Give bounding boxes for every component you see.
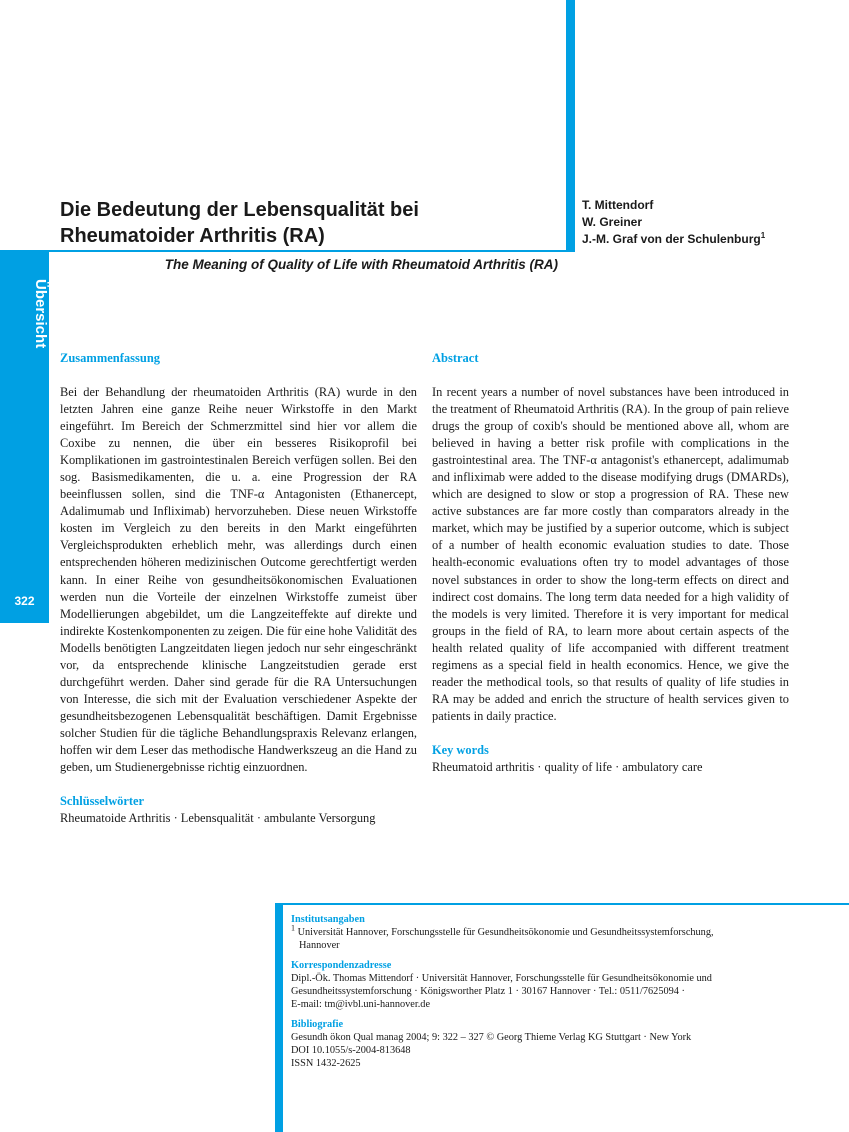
author-footnote-mark: 1: [760, 231, 766, 240]
summary-text: Bei der Behandlung der rheumatoiden Arthritis (RA) wurde in den letzten Jahren eine ganze Reihe neuer Wirkstoffe in den Markt eingeführt. Im Bereich der Schmerzmittel sind hier vor allem die Coxibe zu nennen, die über ein besseres Risikoprofil bei Komplikationen im gastrointestinalen Bereich verfügen sollen. Bei den sog. Basismedikamenten, die u. a. eine Progression der RA beeinflussen sollen, sind die TNF-α Antagonisten (Ethanercept, Adalimumab und Infliximab) hervorzuheben. Diese neuen Wirkstoffe kosten im Vergleich zu den bereits in den Markt eingeführten Vergleichsprodukten erheblich mehr, was allerdings durch einen entsprechenden höheren medizinischen Outcome gerechtfertigt werden kann. In einer Reihe von gesundheitsökonomischen Evaluationen werden nun die Vorteile der einzelnen Wirkstoffe zumeist über Modellierungen abgebildet, um die Langzeiteffekte auf direkte und indirekte Kostenkomponenten zu zeigen. Die für eine hohe Validität des Modells benötigten Langzeitdaten liegen jedoch nur sehr eingeschränkt vor, da entsprechende klinische Langzeitstudien gerade erst durchgeführt werden. Daher sind gerade für die RA Untersuchungen von Interesse, die sich mit der Evaluation verschiedener Aspekte der gesundheitsbezogenen Lebensqualität beschäftigen. Damit Ergebnisse solcher Studien für die tägliche Behandlungspraxis Relevanz erlangen, hoffen wir dem Leser das methodische Handwerkszeug an die Hand zu geben, um Studienergebnisse richtig einzuordnen.: [60, 385, 417, 775]
accent-bar-vertical: [566, 0, 575, 252]
article-subtitle: The Meaning of Quality of Life with Rheumatoid Arthritis (RA): [164, 257, 558, 272]
title-line-1: Die Bedeutung der Lebensqualität bei: [60, 199, 419, 221]
correspondence-line-1: Dipl.-Ök. Thomas Mittendorf · Universität Hannover, Forschungsstelle für Gesundheitsökonomie und: [291, 973, 712, 984]
page-number: 322: [14, 594, 35, 608]
bibliography-line-1: Gesundh ökon Qual manag 2004; 9: 322 – 327 © Georg Thieme Verlag KG Stuttgart · New York: [291, 1032, 692, 1043]
abstract-heading: Abstract: [432, 351, 479, 365]
abstract-text: In recent years a number of novel substances have been introduced in the treatment of Rheumatoid Arthritis (RA). In the group of pain relieve drugs the group of coxib's should be mentioned above all, whom are believed in having a better risk profile with complications in the gastrointestinal area. The TNF-α antagonist's ethanercept, adalimumab and infliximab were added to the disease modifying drugs (DMARDs), which are designed to slow or stop a progression of RA. These new active substances are far more costly than comparators already in the market, which may be justified by a superior outcome, which is subject of a number of health economic evaluation studies to date. Those health-economic evaluations often try to model advantages of those novel substances in order to show the long-term effects on direct and indirect cost domains. The long term data needed for a high validity of the models is very limited. Therefore it is very important for medical groups in the field of RA, to learn more about certain aspects of the health related quality of life accompanied with different treatment regimens as a special field in health economics. Hence, we give the reader the methodical tools, so that results of quality of life studies in RA may be added and enrich the structure of health services given to patients in daily practice.: [432, 385, 789, 723]
institute-line-1-row: [291, 923, 771, 939]
correspondence-line-2: Gesundheitssystemforschung · Königsworther Platz 1 · 30167 Hannover · Tel.: 0511/7625094 ·: [291, 986, 685, 997]
correspondence-line-3: E-mail: tm@ivbl.uni-hannover.de: [291, 999, 431, 1010]
author-3: J.-M. Graf von der Schulenburg: [582, 232, 761, 246]
abstract-column: [432, 350, 789, 776]
institute-mark: 1: [291, 923, 295, 933]
author-3-row: [582, 231, 842, 248]
institute-line-2: Hannover: [299, 940, 340, 951]
author-2: W. Greiner: [582, 215, 643, 229]
article-title: [60, 197, 540, 249]
summary-keywords: Rheumatoide Arthritis · Lebensqualität · ambulante Versorgung: [60, 811, 376, 826]
summary-keywords-heading: Schlüsselwörter: [60, 794, 144, 809]
author-1: T. Mittendorf: [582, 198, 654, 212]
correspondence-heading: Korrespondenzadresse: [291, 960, 392, 971]
info-box: [275, 903, 849, 1132]
abstract-keywords: Rheumatoid arthritis · quality of life · ambulatory care: [432, 759, 703, 774]
abstract-keywords-heading: Key words: [432, 742, 489, 757]
institute-heading: Institutsangaben: [291, 914, 365, 925]
institute-line-1: Universität Hannover, Forschungsstelle für Gesundheitsökonomie und Gesundheitssystemforschung,: [297, 927, 714, 938]
author-list: [582, 197, 842, 248]
section-tab-label: Übersicht: [32, 279, 49, 349]
title-line-2: Rheumatoider Arthritis (RA): [60, 225, 325, 247]
bibliography-line-3: ISSN 1432-2625: [291, 1058, 361, 1069]
summary-heading: Zusammenfassung: [60, 351, 161, 365]
summary-column: [60, 350, 417, 827]
title-rule: [0, 250, 575, 252]
info-content: [291, 913, 771, 1070]
bibliography-line-2: DOI 10.1055/s-2004-813648: [291, 1045, 411, 1056]
bibliography-heading: Bibliografie: [291, 1019, 344, 1030]
